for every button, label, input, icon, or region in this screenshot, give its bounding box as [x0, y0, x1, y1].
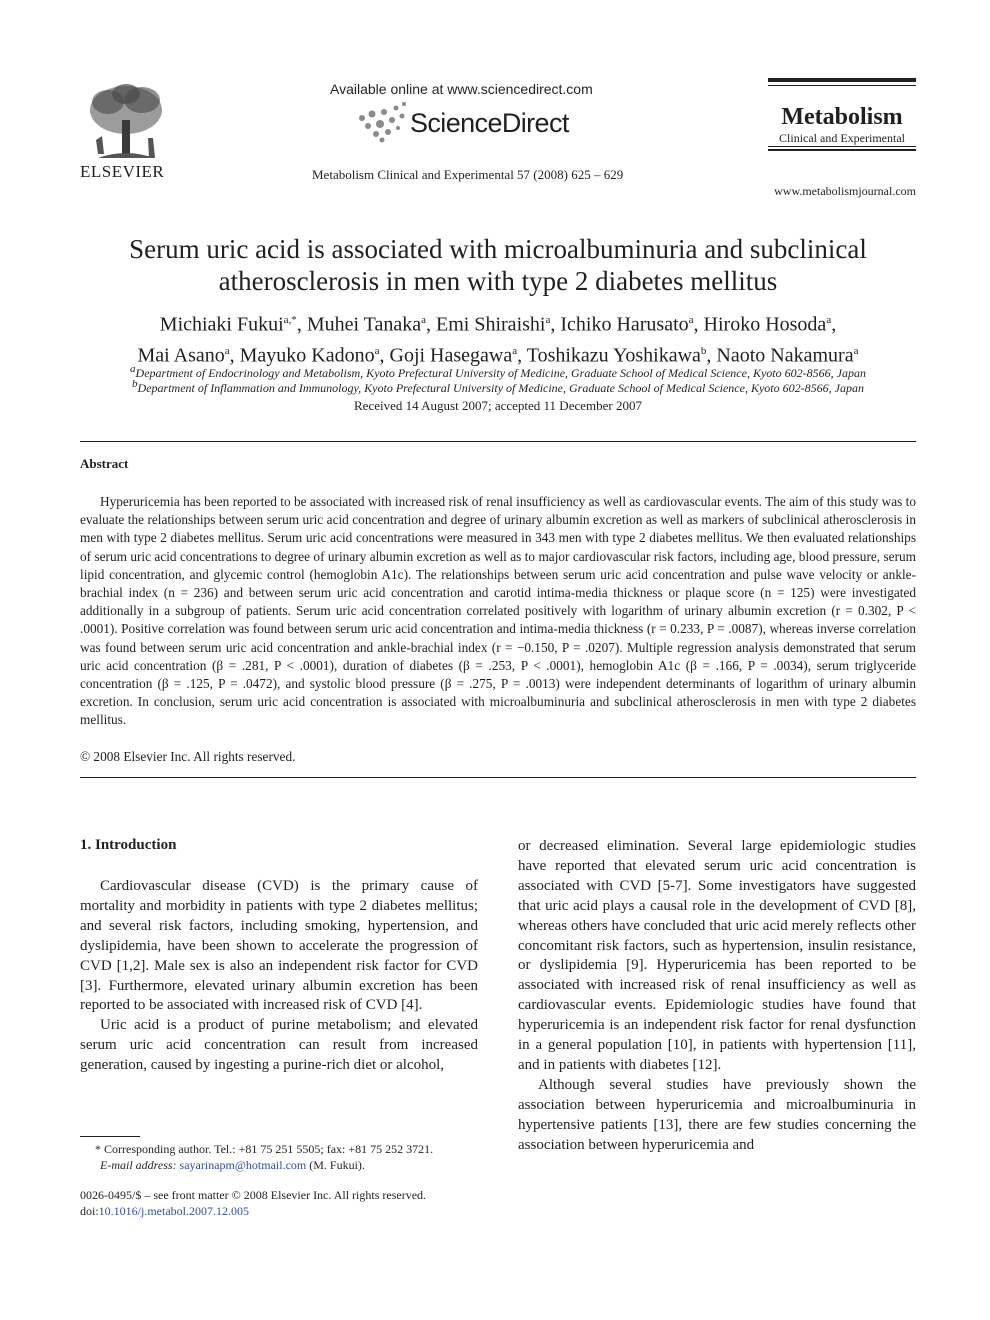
sciencedirect-wordmark: ScienceDirect [410, 108, 569, 138]
left-column [80, 877, 478, 1076]
author-name: Goji Hasegawa [389, 344, 513, 367]
author-name: Muhei Tanaka [306, 313, 422, 336]
available-online-text[interactable]: Available online at www.sciencedirect.com [330, 81, 593, 97]
doi-link[interactable]: 10.1016/j.metabol.2007.12.005 [98, 1204, 249, 1218]
issn-line: 0026-0495/$ – see front matter © 2008 Elsevier Inc. All rights reserved. [80, 1188, 427, 1202]
author-affiliation-marker: a [688, 314, 694, 326]
author-affiliation-marker: a [512, 344, 518, 357]
corresponding-author-note [80, 1141, 480, 1158]
author-list: Michiaki Fukui$^{a,*}$, Muhei Tanaka$^a$, Emi Shiraishi$^a$, Ichiko Harusato$^a$, Hiroko Hosoda$^a$, Mai Asano$^a$, Mayuko Kadono$^a$, Goji Hasegawa$^a$, Toshikazu Yoshikawa$^b$, Naoto Nakamura$^a$ [137, 313, 859, 367]
journal-name: Metabolism [781, 104, 903, 130]
doi-label: doi: [80, 1204, 99, 1218]
email-link[interactable]: sayarinapm@hotmail.com [179, 1158, 307, 1172]
author-affiliation-marker: a [374, 344, 380, 357]
abstract-text: Hyperuricemia has been reported to be associated with increased risk of renal insufficiency as well as cardiovascular events. The aim of this study was to evaluate the relationships between serum uric acid concentration and degree of urinary albumin excretion as well as markers of subclinical atherosclerosis in men with type 2 diabetes mellitus. Serum uric acid concentrations were measured in 343 men with type 2 diabetes mellitus. We then evaluated relationships of serum uric acid concentrations to degree of urinary albumin excretion as well as to major cardiovascular risk factors, including age, blood pressure, serum lipid concentration, and glycemic control (hemoglobin A1c). The relationships between serum uric acid concentration and pulse wave velocity or ankle-brachial index (n = 236) and between serum uric acid concentration and carotid intima-media thickness or plaque score (n = 125) were investigated additionally in a subgroup of patients. Serum uric acid concentration correlated positively with logarithm of urinary albumin excretion (r = 0.302, P < .0001). Positive correlation was found between serum uric acid concentration and intima-media thickness (r = 0.233, P = .0087), whereas inverse correlation was found between serum uric acid concentration and ankle-brachial index (r = −0.150, P = .0207). Multiple regression analysis demonstrated that serum uric acid concentration (β = .281, P < .0001), duration of diabetes (β = .253, P < .0001), hemoglobin A1c (β = .166, P = .0034), serum triglyceride concentration (β = .125, P = .0472), and systolic blood pressure (β = .275, P = .0013) were independent determinants of logarithm of urinary albumin excretion. In conclusion, serum uric acid concentration is associated with microalbuminuria and subclinical atherosclerosis in men with type 2 diabetes mellitus. [80, 494, 916, 728]
author-name: Mai Asano [137, 344, 225, 367]
journal-citation: Metabolism Clinical and Experimental 57 (2008) 625 – 629 [312, 167, 624, 182]
author-affiliation-marker: a [545, 314, 551, 326]
received-dates: Received 14 August 2007; accepted 11 December 2007 [354, 398, 642, 413]
author-name: Toshikazu Yoshikawa [526, 344, 701, 367]
affiliation-text: Department of Endocrinology and Metabolism, Kyoto Prefectural University of Medicine, Graduate School of Medical Science, Kyoto 602-8566, Japan [135, 366, 866, 380]
journal-rule [768, 146, 916, 147]
copyright-line: © 2008 Elsevier Inc. All rights reserved. [80, 749, 296, 764]
author-affiliation-marker: a [421, 314, 427, 326]
abstract-heading: Abstract [80, 456, 129, 471]
affiliation-b [80, 377, 916, 396]
journal-subtitle: Clinical and Experimental [779, 131, 905, 145]
section-heading: 1. Introduction [80, 837, 177, 853]
body-paragraph: Cardiovascular disease (CVD) is the primary cause of mortality and morbidity in patients with type 2 diabetes mellitus; and several risk factors, including smoking, hypertension, and dyslipidemia, have been shown to accelerate the progression of CVD [1,2]. Male sex is also an independent risk factor for CVD [3]. Furthermore, elevated urinary albumin excretion has been reported to be associated with increased risk of CVD [4]. [80, 878, 478, 1014]
footnote-rule [80, 1136, 140, 1137]
email-note [100, 1158, 365, 1173]
body-paragraph: Uric acid is a product of purine metabolism; and elevated serum uric acid concentration can result from increased generation, caused by ingesting a purine-rich diet or alcohol, [80, 1017, 478, 1074]
email-label: E-mail address: [100, 1158, 177, 1172]
author-name: Emi Shiraishi [436, 313, 546, 336]
publisher-name: ELSEVIER [80, 162, 165, 181]
right-column [518, 837, 916, 1156]
author-affiliation-marker: a [826, 314, 832, 326]
author-affiliation-marker: a,* [283, 314, 297, 326]
journal-rule [768, 149, 916, 151]
abstract-body [80, 493, 916, 730]
author-name: Naoto Nakamura [716, 344, 854, 367]
article-title: Serum uric acid is associated with microalbuminuria and subclinical atherosclerosis in men with type 2 diabetes mellitus [129, 234, 867, 296]
author-name: Mayuko Kadono [239, 344, 375, 367]
author-name: Michiaki Fukui [159, 313, 284, 336]
affiliation-marker: b [132, 378, 138, 390]
body-paragraph: Although several studies have previously shown the association between hyperuricemia and microalbuminuria in hypertensive patients [13], there are few studies concerning the association between hyperuricemia and [518, 1076, 916, 1153]
abstract-bottom-rule [80, 777, 916, 778]
author-affiliation-marker: a [853, 344, 859, 357]
author-affiliation-marker: a [224, 344, 230, 357]
corresponding-author-text: * Corresponding author. Tel.: +81 75 251 5505; fax: +81 75 252 3721. [95, 1142, 434, 1156]
abstract-top-rule [80, 441, 916, 442]
affiliation-text: Department of Inflammation and Immunology, Kyoto Prefectural University of Medicine, Graduate School of Medical Science, Kyoto 602-8566, Japan [137, 381, 864, 395]
journal-url[interactable]: www.metabolismjournal.com [774, 184, 916, 198]
journal-rule [768, 78, 916, 82]
author-name: Ichiko Harusato [560, 313, 689, 336]
author-name: Hiroko Hosoda [703, 313, 827, 336]
email-suffix: (M. Fukui). [309, 1158, 365, 1172]
body-paragraph: or decreased elimination. Several large epidemiologic studies have reported that elevated serum uric acid concentration is associated with CVD [5-7]. Some investigators have suggested that uric acid plays a causal role in the development of CVD [8], whereas others have concluded that uric acid merely reflects other concomitant risk factors, such as hypertension, insulin resistance, or dyslipidemia [9]. Hyperuricemia has been reported to be associated with increased risk of renal insufficiency as well as cardiovascular events. Epidemiologic studies have found that hyperuricemia is an independent risk factor for renal dysfunction in a general population [10], in patients with hypertension [11], and in patients with diabetes [12]. [518, 838, 916, 1073]
journal-rule [768, 85, 916, 86]
affiliation-marker: a [130, 363, 136, 375]
doi-line [80, 1204, 249, 1219]
author-affiliation-marker: b [700, 344, 707, 357]
